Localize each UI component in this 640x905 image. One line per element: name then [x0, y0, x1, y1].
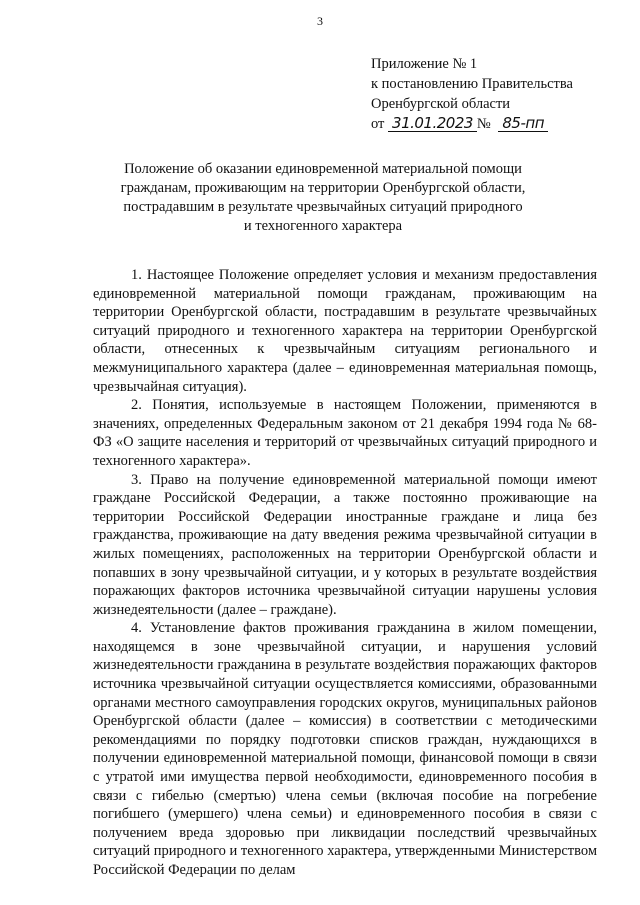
paragraph-4: 4. Установление фактов проживания гражданина в жилом помещении, находящемся в зоне чрезвычайной ситуации, и нарушения условий жизнедеятельности гражданина в результате воздействия поражающих факторов источника чрезвычайной ситуации осуществляется комиссиями, образованными органами местного самоуправления городских округов, муниципальных районов Оренбургской области (далее – комиссия) в соответствии с методическими рекомендациями по порядку подготовки списков граждан, нуждающихся в получении единовременной материальной помощи, финансовой помощи в связи с утратой ими имущества первой необходимости, единовременного пособия в связи с гибелью (смертью) члена семьи (включая пособие на погребение погибшего (умершего) члена семьи) и единовременного пособия в связи с получением вреда здоровью при ликвидации последствий чрезвычайных ситуаций природного и техногенного характера, утвержденными Министерством Российской Федерации по делам [93, 620, 597, 878]
appendix-line-2: к постановлению Правительства [371, 76, 573, 92]
number-sign: № [476, 116, 491, 132]
document-body [93, 266, 597, 880]
paragraph-3: 3. Право на получение единовременной материальной помощи имеют граждане Российской Федерации, а также постоянно проживающие на территории Российской Федерации иностранные граждане и лица без гражданства, проживающие на дату введения режима чрезвычайной ситуации в жилых помещениях, расположенных на территории Оренбургской области и попавших в зону чрезвычайной ситуации, и у которых в результате воздействия поражающих факторов источника чрезвычайной ситуации нарушены условия жизнедеятельности (далее – граждане). [93, 471, 597, 618]
appendix-line-1: Приложение № 1 [371, 56, 478, 72]
document-title: Положение об оказании единовременной материальной помощи гражданам, проживающим на территории Оренбургской области, пострадавшим в результате чрезвычайных ситуаций природного и техногенного характера [120, 161, 526, 234]
paragraph-2: 2. Понятия, используемые в настоящем Положении, применяются в значениях, определенных Федеральным законом от 21 декабря 1994 года № 68-ФЗ «О защите населения и территорий от чрезвычайных ситуаций природного и техногенного характера». [93, 397, 597, 469]
appendix-header [371, 54, 633, 134]
date-prefix: от [371, 116, 385, 132]
paragraph-1: 1. Настоящее Положение определяет условия и механизм предоставления единовременной материальной помощи гражданам, проживающим на территории Оренбургской области, пострадавшим в результате чрезвычайных ситуаций природного и техногенного характера на территории Оренбургской области, отнесенных к чрезвычайным ситуациям регионального и межмуниципального характера (далее – единовременная материальная помощь, чрезвычайная ситуация). [93, 267, 597, 395]
page-number: 3 [317, 14, 323, 28]
handwritten-date: 31.01.2023 [388, 115, 477, 132]
handwritten-number: 85-пп [498, 115, 548, 132]
appendix-line-3: Оренбургской области [371, 96, 511, 112]
appendix-date-line [371, 114, 633, 134]
